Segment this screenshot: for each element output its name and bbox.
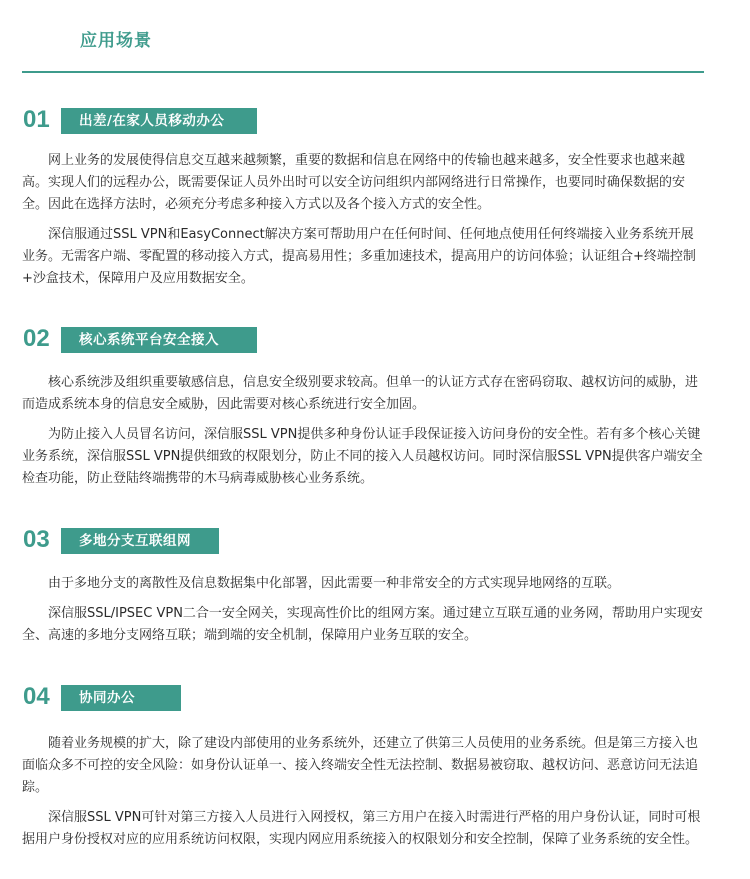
section-paragraph: 为防止接入人员冒名访问，深信服SSL VPN提供多种身份认证手段保证接入访问身份的安全性。若有多个核心关键业务系统，深信服SSL VPN提供细致的权限划分，防止不同的接入人员越权访问。同时深信服SSL VPN提供客户端安全检查功能，防止登陆终端携带的木马病毒威胁核心业务系统。 [22, 427, 703, 486]
section-number: 03 [23, 526, 50, 553]
section-heading: 出差/在家人员移动办公 [61, 108, 257, 134]
section-02 [0, 327, 750, 357]
section-03 [0, 528, 750, 558]
section-header [0, 327, 750, 357]
section-paragraph: 随着业务规模的扩大，除了建设内部使用的业务系统外，还建立了供第三人员使用的业务系统。但是第三方接入也面临众多不可控的安全风险：如身份认证单一、接入终端安全性无法控制、数据易被窃取、越权访问、恶意访问无法追踪。 [22, 736, 699, 795]
section-heading: 核心系统平台安全接入 [61, 327, 257, 353]
section-header [0, 108, 750, 138]
section-01 [0, 108, 750, 138]
section-header [0, 528, 750, 558]
section-number: 04 [23, 683, 50, 710]
section-number: 01 [23, 106, 50, 133]
section-heading: 多地分支互联组网 [61, 528, 219, 554]
page-title: 应用场景 [80, 31, 152, 51]
section-paragraph: 网上业务的发展使得信息交互越来越频繁，重要的数据和信息在网络中的传输也越来越多，安全性要求也越来越高。实现人们的远程办公，既需要保证人员外出时可以安全访问组织内部网络进行日常操作，也要同时确保数据的安全。因此在选择方法时，必须充分考虑多种接入方式以及各个接入方式的安全性。 [22, 153, 686, 212]
section-header [0, 685, 750, 715]
section-paragraph: 深信服通过SSL VPN和EasyConnect解决方案可帮助用户在任何时间、任何地点使用任何终端接入业务系统开展业务。无需客户端、零配置的移动接入方式，提高易用性；多重加速技术，提高用户的访问体验；认证组合+终端控制+沙盒技术，保障用户及应用数据安全。 [22, 227, 696, 286]
section-paragraph: 深信服SSL VPN可针对第三方接入人员进行入网授权，第三方用户在接入时需进行严格的用户身份认证，同时可根据用户身份授权对应的应用系统访问权限，实现内网应用系统接入的权限划分和安全控制，保障了业务系统的安全性。 [22, 810, 701, 847]
title-divider [22, 71, 704, 73]
section-paragraph: 深信服SSL/IPSEC VPN二合一安全网关，实现高性价比的组网方案。通过建立互联互通的业务网，帮助用户实现安全、高速的多地分支网络互联；端到端的安全机制，保障用户业务互联的安全。 [22, 606, 703, 643]
section-04 [0, 685, 750, 715]
section-paragraph: 核心系统涉及组织重要敏感信息，信息安全级别要求较高。但单一的认证方式存在密码窃取、越权访问的威胁，进而造成系统本身的信息安全威胁，因此需要对核心系统进行安全加固。 [22, 375, 699, 412]
section-paragraph: 由于多地分支的离散性及信息数据集中化部署，因此需要一种非常安全的方式实现异地网络的互联。 [48, 576, 621, 591]
section-number: 02 [23, 325, 50, 352]
section-heading: 协同办公 [61, 685, 181, 711]
